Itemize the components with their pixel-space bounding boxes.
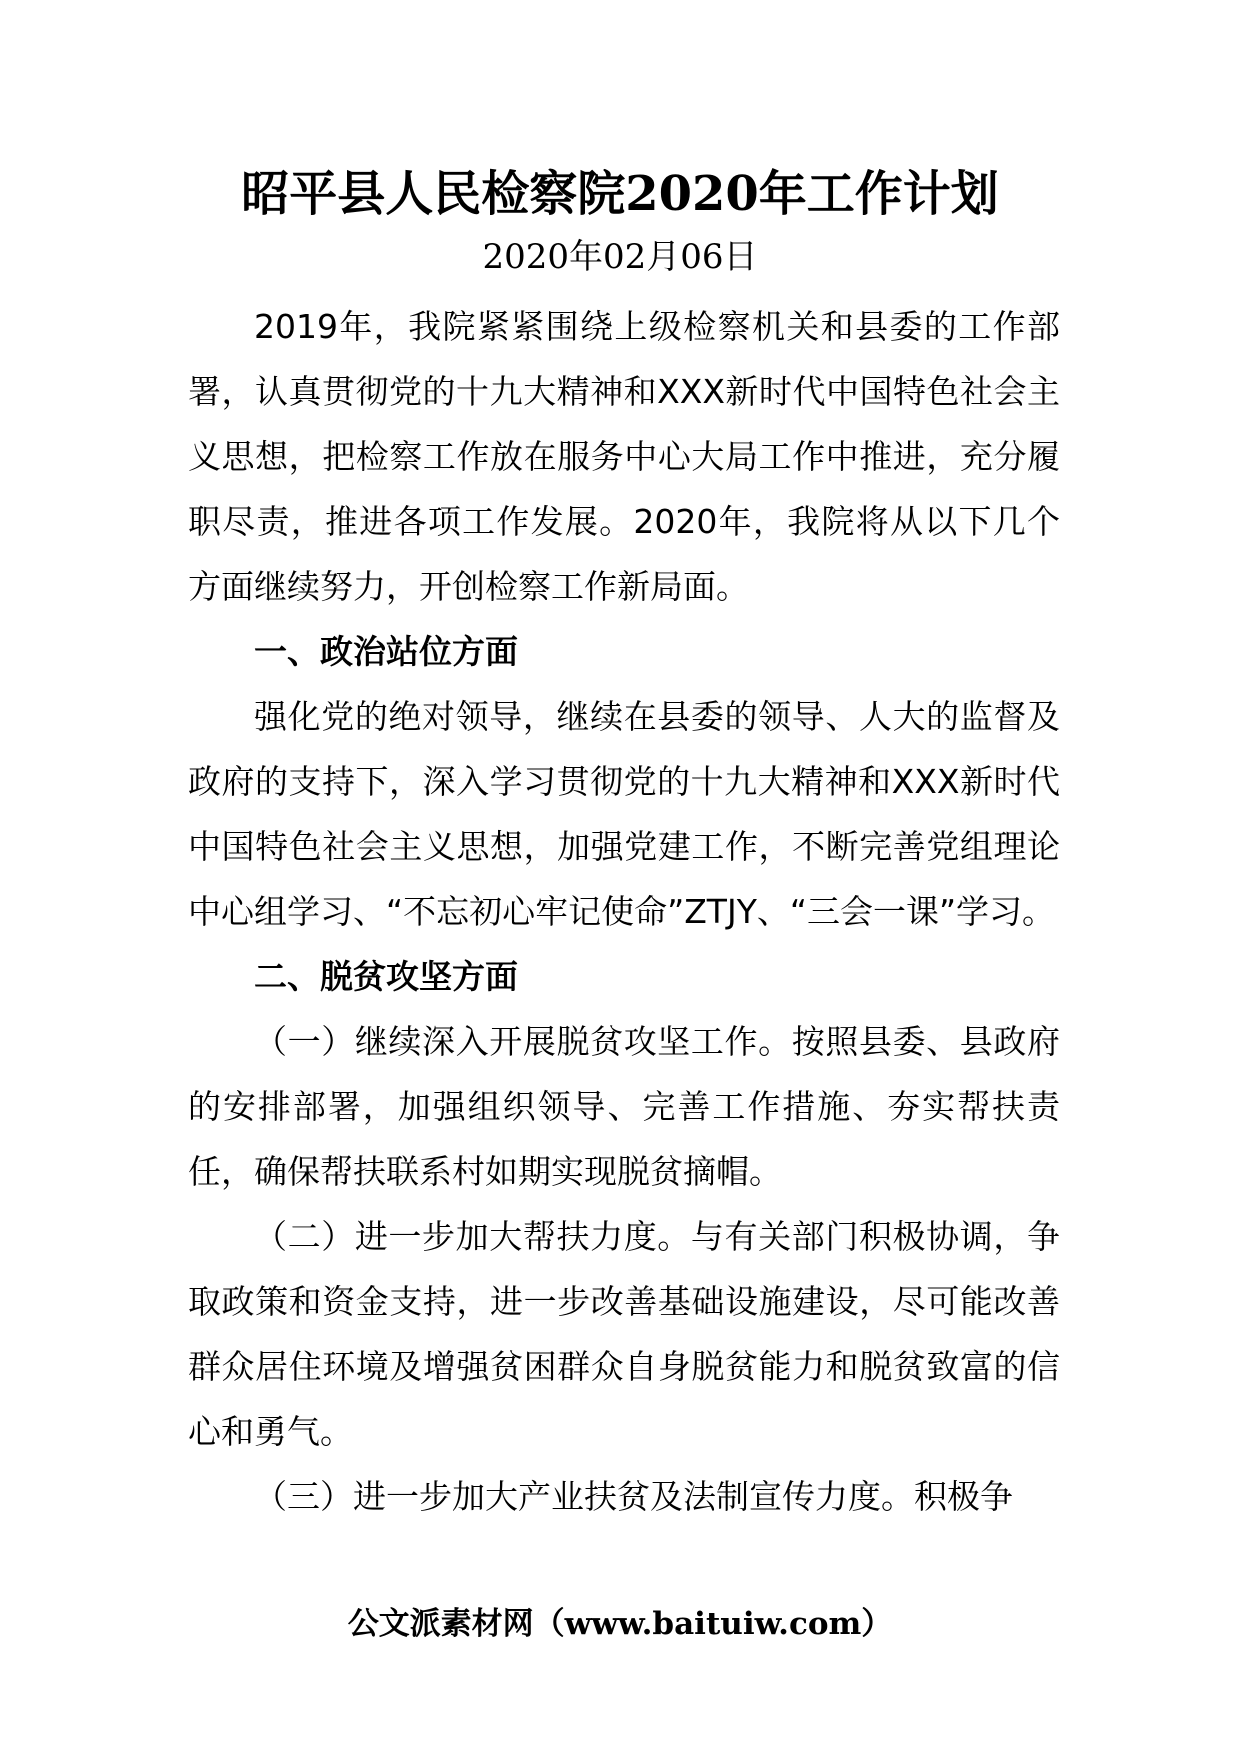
footer-watermark: 公文派素材网（www.baituiw.com） (347, 1606, 893, 1642)
section-heading-poverty: 二、脱贫攻坚方面 (254, 957, 518, 996)
paragraph-intro: 2019年，我院紧紧围绕上级检察机关和县委的工作部署，认真贯彻党的十九大精神和XXX新时代中国特色社会主义思想，把检察工作放在服务中心大局工作中推进，充分履职尽责，推进各项工作发展。2020年，我院将从以下几个方面继续努力，开创检察工作新局面。 (188, 307, 1060, 606)
document-body (188, 294, 1060, 1529)
document-title: 昭平县人民检察院2020年工作计划 (241, 166, 999, 222)
paragraph-poverty-1: （一）继续深入开展脱贫攻坚工作。按照县委、县政府的安排部署，加强组织领导、完善工作措施、夯实帮扶责任，确保帮扶联系村如期实现脱贫摘帽。 (188, 1022, 1060, 1191)
section-heading-politics: 一、政治站位方面 (254, 632, 518, 671)
document-date: 2020年02月06日 (482, 237, 758, 277)
paragraph-poverty-2: （二）进一步加大帮扶力度。与有关部门积极协调，争取政策和资金支持，进一步改善基础设施建设，尽可能改善群众居住环境及增强贫困群众自身脱贫能力和脱贫致富的信心和勇气。 (188, 1217, 1060, 1451)
paragraph-politics: 强化党的绝对领导，继续在县委的领导、人大的监督及政府的支持下，深入学习贯彻党的十九大精神和XXX新时代中国特色社会主义思想，加强党建工作，不断完善党组理论中心组学习、“不忘初心牢记使命”ZTJY、“三会一课”学习。 (188, 697, 1060, 931)
paragraph-poverty-3: （三）进一步加大产业扶贫及法制宣传力度。积极争 (254, 1477, 1013, 1516)
